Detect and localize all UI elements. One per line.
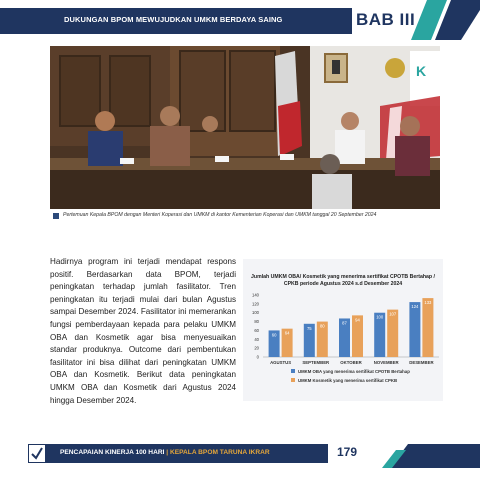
photo-caption: Pertemuan Kepala BPOM dengan Menteri Koperasi dan UMKM di kantor Kementerian Koperasi dan UMKM tanggal 20 September 2024	[63, 212, 377, 218]
y-tick-label: 80	[254, 319, 259, 325]
meeting-photo	[50, 46, 440, 209]
y-tick-label: 140	[252, 292, 259, 298]
footer-separator: |	[166, 449, 169, 456]
legend-label: UMKM Kosmetik yang menerima sertifikat CPKB	[298, 378, 398, 383]
y-tick-label: 120	[252, 301, 259, 307]
bar-value-label: 100	[376, 314, 384, 320]
legend-swatch	[291, 369, 295, 373]
bar	[422, 298, 433, 357]
footer-accent-text: KEPALA BPOM TARUNA IKRAR	[169, 449, 270, 456]
bar	[409, 302, 420, 357]
y-tick-label: 100	[252, 310, 259, 316]
x-tick-label: SEPTEMBER	[302, 360, 330, 365]
page-number: 179	[337, 445, 358, 459]
x-tick-label: DESEMBER	[409, 360, 434, 365]
chart-title: Jumlah UMKM OBA/ Kosmetik yang menerima sertifikat CPOTB Bertahap / CPKB periode Agustus 2024 s.d Desember 2024	[251, 274, 435, 287]
footer-decoration	[360, 440, 480, 468]
x-tick-label: AGUSTUS	[270, 360, 292, 365]
bar-value-label: 75	[306, 325, 312, 331]
chart-panel	[243, 259, 443, 401]
legend-swatch	[291, 378, 295, 382]
footer-text	[60, 449, 270, 456]
bar-value-label: 94	[355, 317, 360, 323]
x-tick-label: OKTOBER	[340, 360, 362, 365]
y-tick-label: 40	[254, 336, 259, 342]
body-paragraph: Hadirnya program ini terjadi mendapat respons positif. Berdasarkan data BPOM, terjadi peningkatan terhadap jumlah fasilitator. Tren peningkatan itu terjadi mulai dari bulan Agustus sampai Desember 2024. Fasilitator ini memerankan fungsi pemberdayaan kepada para pelaku UMKM OBA dan Kosmetik agar bisa menyesuaikan standar produknya. Outcome dari pembentukan fasilitator ini bisa dilihat dari peningkatan UMKM OBA dan Kosmetik. Berikut data peningkatan UMKM OBA dan Kosmetik dari Agustus 2024 hingga Desember 2024.	[50, 257, 236, 405]
header-title: DUKUNGAN BPOM MEWUJUDKAN UMKM BERDAYA SAING	[64, 15, 283, 24]
bar	[387, 310, 398, 357]
bar-value-label: 124	[411, 304, 419, 310]
bar-value-label: 107	[389, 311, 397, 317]
header-decoration	[405, 0, 480, 40]
chapter-label: BAB III	[356, 10, 416, 29]
y-tick-label: 60	[254, 327, 259, 333]
footer-logo-icon	[28, 444, 46, 463]
bar-value-label: 64	[284, 330, 290, 336]
bar-chart	[243, 259, 443, 401]
bar-value-label: 87	[342, 320, 347, 326]
y-tick-label: 20	[254, 345, 259, 351]
bar-value-label: 80	[319, 323, 325, 329]
banner-text: K	[416, 63, 427, 79]
caption-marker	[53, 213, 59, 219]
y-tick-label: 0	[256, 354, 259, 360]
legend-label: UMKM OBA yang menerima sertifikat CPOTB Bertahap	[298, 369, 410, 374]
x-tick-label: NOVEMBER	[373, 360, 399, 365]
bar-value-label: 60	[271, 332, 277, 338]
footer-main-text: PENCAPAIAN KINERJA 100 HARI	[60, 449, 165, 456]
bar-value-label: 133	[424, 300, 432, 306]
